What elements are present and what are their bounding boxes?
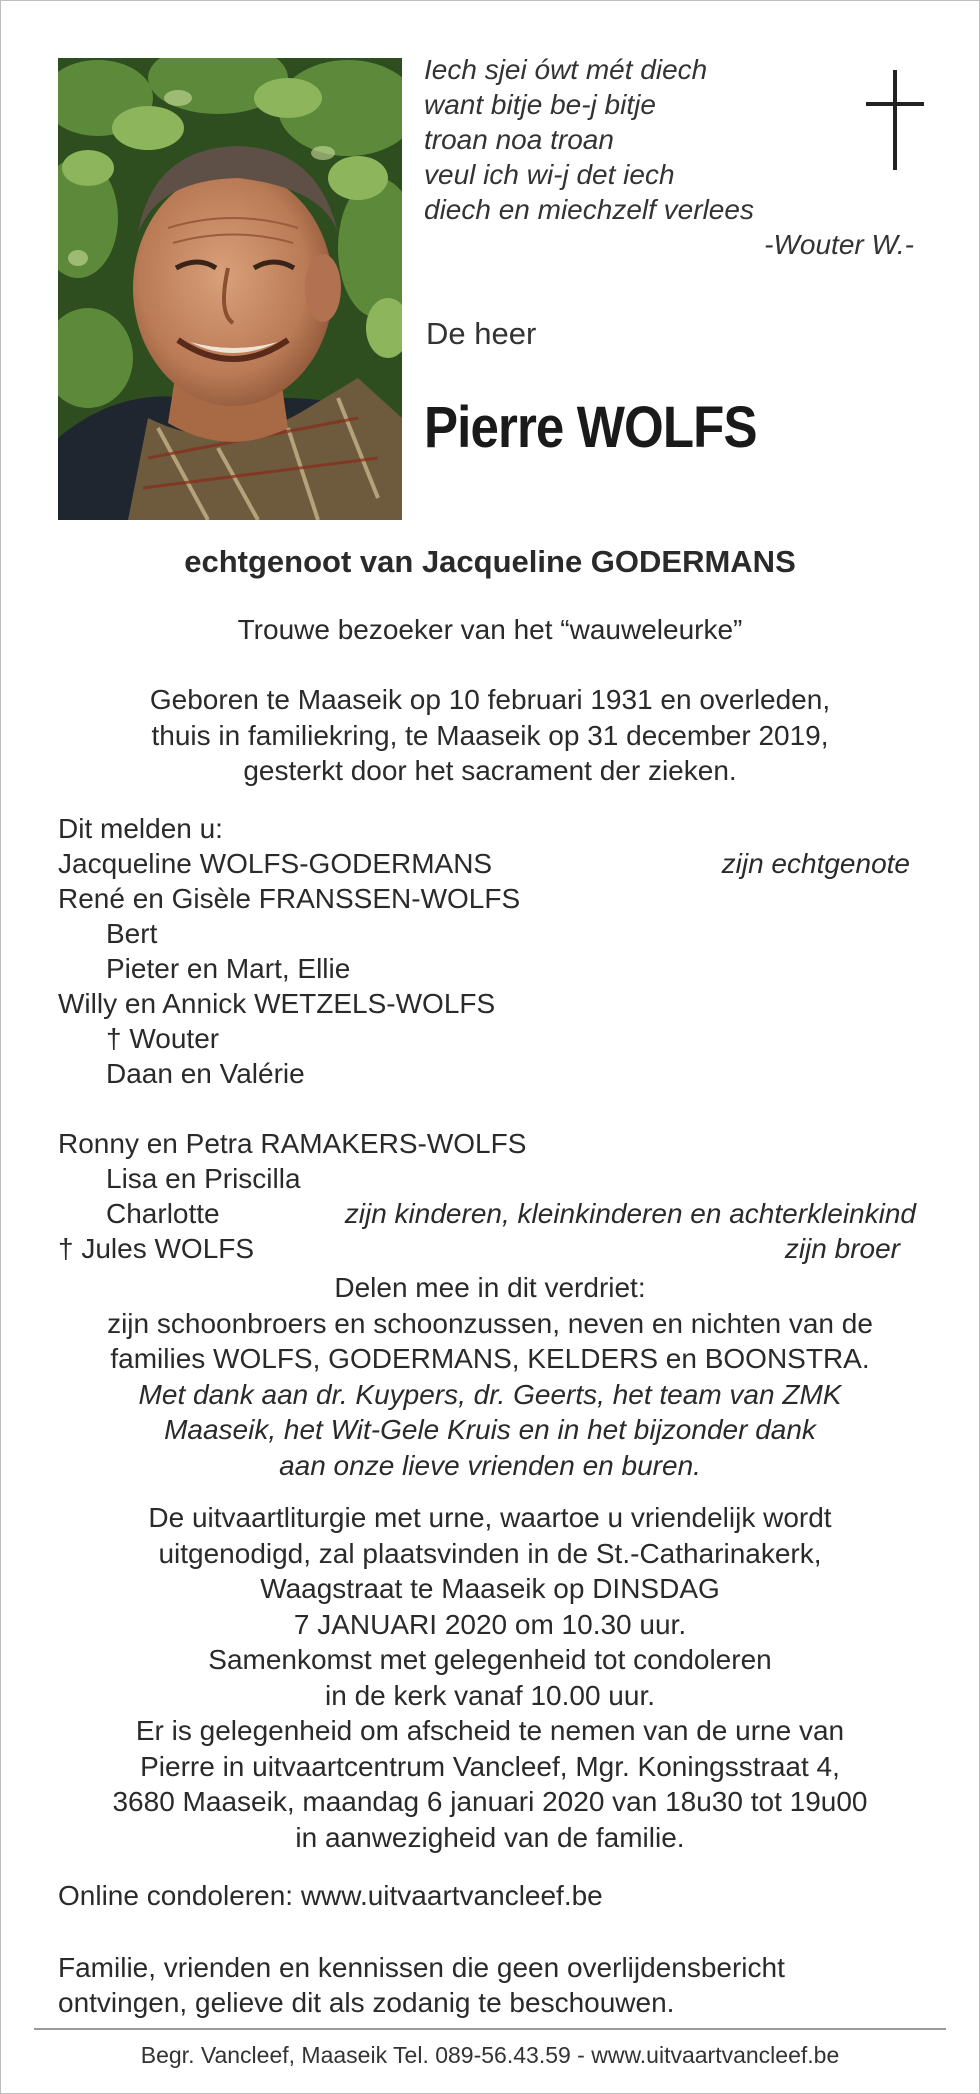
family-member: Ronny en Petra RAMAKERS-WOLFS: [58, 1128, 527, 1159]
honorific: De heer: [426, 316, 537, 351]
birth-death-line: gesterkt door het sacrament der zieken.: [243, 755, 737, 786]
footer-text: Begr. Vancleef, Maaseik Tel. 089-56.43.59 - www.uitvaartvancleef.be: [140, 2042, 840, 2068]
family-row: [58, 846, 916, 881]
service-line: 3680 Maaseik, maandag 6 januari 2020 van 18u30 tot 19u00: [112, 1786, 868, 1817]
family-member: René en Gisèle FRANSSEN-WOLFS: [58, 883, 521, 914]
family-member: Jacqueline WOLFS-GODERMANS: [58, 848, 493, 879]
family-member: † Jules WOLFS: [58, 1233, 255, 1264]
family-member: Bert: [106, 918, 158, 949]
visitor-text: Trouwe bezoeker van het “wauweleurke”: [237, 614, 743, 645]
family-spacer: [58, 1091, 916, 1126]
family-member: Lisa en Priscilla: [106, 1163, 301, 1194]
cross-icon: [866, 70, 924, 170]
notice-block: [58, 1950, 785, 2020]
service-line: 7 JANUARI 2020 om 10.30 uur.: [293, 1608, 687, 1640]
spouse-line: [40, 544, 940, 580]
poem-line: diech en miechzelf verlees: [424, 194, 754, 225]
family-row: [58, 1056, 916, 1091]
family-member: Daan en Valérie: [106, 1058, 305, 1089]
mourning-line: Delen mee in dit verdriet:: [334, 1272, 646, 1303]
portrait-photo: [58, 58, 402, 520]
service-line: Er is gelegenheid om afscheid te nemen van de urne van: [135, 1715, 845, 1746]
notice-line: ontvingen, gelieve dit als zodanig te beschouwen.: [58, 1987, 675, 2018]
family-row: [58, 916, 916, 951]
service-line: Waagstraat te Maaseik op DINSDAG: [260, 1573, 720, 1604]
family-relation: zijn broer: [784, 1233, 900, 1264]
birth-death-block: [40, 682, 940, 789]
family-row: [58, 986, 916, 1021]
poem-line: troan noa troan: [424, 124, 614, 155]
poem-author: -Wouter W.-: [764, 229, 914, 260]
family-list: [58, 811, 916, 1266]
mourning-line: zijn schoonbroers en schoonzussen, neven en nichten van de: [107, 1307, 873, 1339]
family-row: [58, 1196, 916, 1231]
family-member: Charlotte: [106, 1198, 220, 1229]
footer-divider: [34, 2028, 946, 2030]
online-condolences: Online condoleren: www.uitvaartvancleef.be: [58, 1880, 603, 1911]
spouse-text: echtgenoot van Jacqueline GODERMANS: [184, 544, 796, 579]
thanks-line: aan onze lieve vrienden en buren.: [279, 1449, 701, 1481]
thanks-line: Met dank aan dr. Kuypers, dr. Geerts, het team van ZMK: [138, 1378, 842, 1410]
service-block: [40, 1500, 940, 1855]
birth-death-line: thuis in familiekring, te Maaseik op 31 december 2019,: [151, 719, 829, 751]
poem: [424, 52, 924, 262]
service-line: Pierre in uitvaartcentrum Vancleef, Mgr. Koningsstraat 4,: [140, 1750, 840, 1782]
family-member: Pieter en Mart, Ellie: [106, 953, 351, 984]
poem-line: Iech sjei ówt mét diech: [424, 54, 708, 85]
family-relation: zijn kinderen, kleinkinderen en achterkleinkind: [344, 1198, 916, 1229]
family-row: [58, 1161, 916, 1196]
family-row: [58, 1021, 916, 1056]
deceased-name: Pierre WOLFS: [424, 395, 757, 460]
family-row: [58, 951, 916, 986]
family-row: [58, 1126, 916, 1161]
family-row: [58, 1231, 916, 1266]
service-line: in de kerk vanaf 10.00 uur.: [325, 1679, 655, 1711]
service-line: uitgenodigd, zal plaatsvinden in de St.-Catharinakerk,: [158, 1537, 822, 1569]
family-member: † Wouter: [106, 1023, 220, 1054]
poem-line: veul ich wi-j det iech: [424, 159, 675, 190]
visitor-line: [40, 612, 940, 648]
mourning-line: families WOLFS, GODERMANS, KELDERS en BOONSTRA.: [110, 1343, 870, 1374]
notice-line: Familie, vrienden en kennissen die geen overlijdensbericht: [58, 1952, 785, 1983]
thanks-line: Maaseik, het Wit-Gele Kruis en in het bijzonder dank: [164, 1414, 816, 1445]
poem-line: want bitje be-j bitje: [424, 89, 656, 120]
mourning-block: [40, 1270, 940, 1483]
service-line: Samenkomst met gelegenheid tot condoleren: [208, 1644, 772, 1675]
family-row: [58, 881, 916, 916]
family-intro: Dit melden u:: [58, 813, 223, 844]
birth-death-line: Geboren te Maaseik op 10 februari 1931 en overleden,: [149, 684, 831, 715]
family-member: Willy en Annick WETZELS-WOLFS: [58, 988, 496, 1019]
service-line: in aanwezigheid van de familie.: [295, 1821, 685, 1853]
family-relation: zijn echtgenote: [721, 848, 910, 879]
service-line: De uitvaartliturgie met urne, waartoe u vriendelijk wordt: [148, 1502, 832, 1533]
